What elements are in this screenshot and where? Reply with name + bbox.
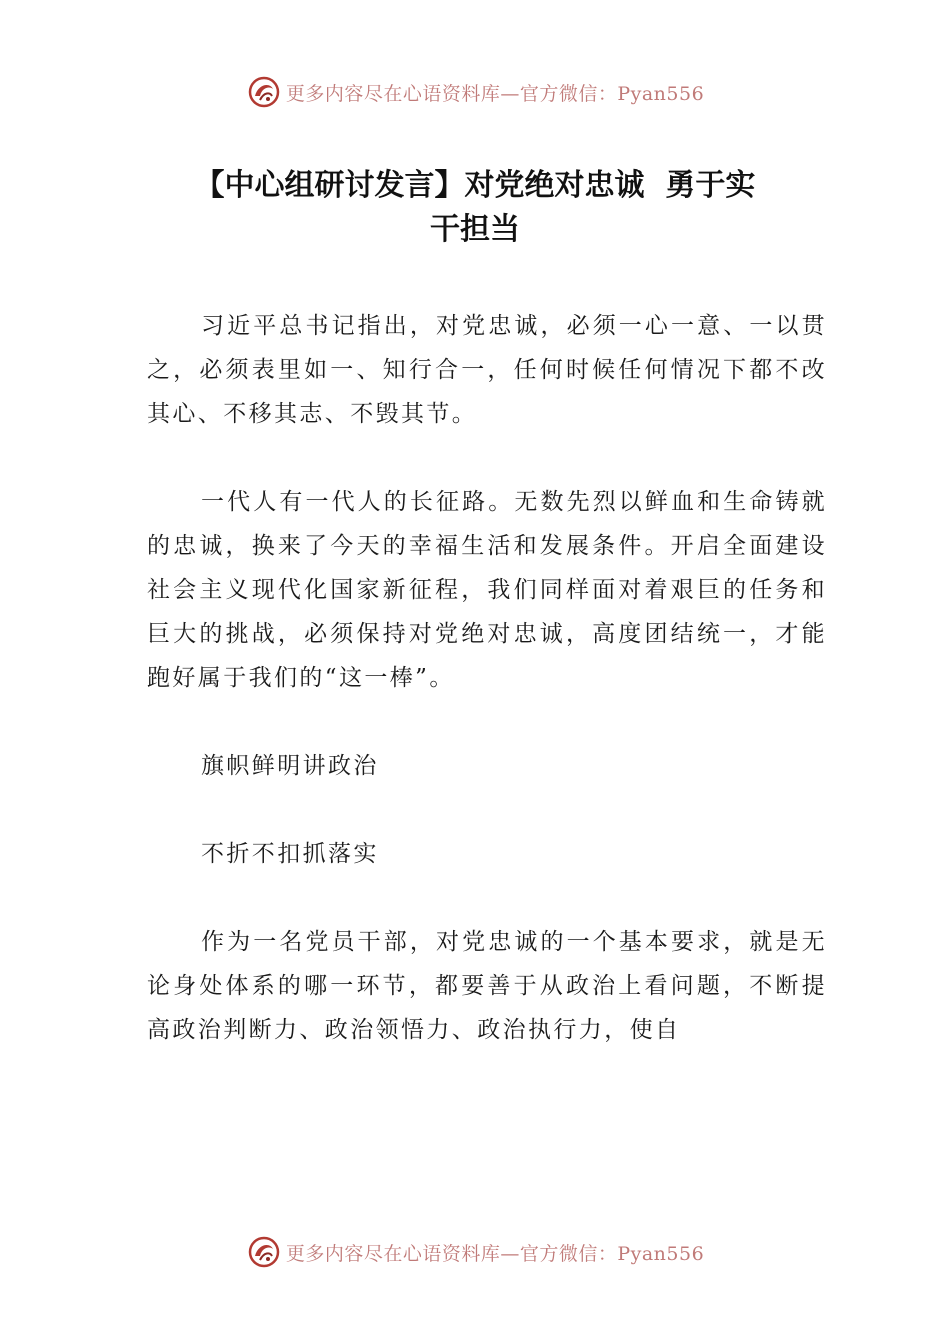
footer-banner	[0, 1232, 950, 1272]
paragraph-3: 作为一名党员干部，对党忠诚的一个基本要求，就是无论身处体系的哪一环节，都要善于从政治上看问题，不断提高政治判断力、政治领悟力、政治执行力，使自	[147, 929, 827, 1043]
title-line-2: 干担当	[430, 212, 520, 247]
document-title	[140, 164, 810, 252]
red-swirl-logo-icon	[246, 74, 282, 110]
section-heading-2: 不折不扣抓落实	[201, 841, 379, 867]
footer-banner-text: 更多内容尽在心语资料库—官方微信：Pyan556	[285, 1242, 705, 1265]
section-heading-1: 旗帜鲜明讲政治	[201, 753, 379, 779]
document-body	[147, 304, 827, 1052]
paragraph-2: 一代人有一代人的长征路。无数先烈以鲜血和生命铸就的忠诚，换来了今天的幸福生活和发展条件。开启全面建设社会主义现代化国家新征程，我们同样面对着艰巨的任务和巨大的挑战，必须保持对党绝对忠诚，高度团结统一，才能跑好属于我们的“这一棒”。	[147, 489, 827, 691]
title-line-1: 【中心组研讨发言】对党绝对忠诚 勇于实	[194, 168, 756, 203]
header-banner-text: 更多内容尽在心语资料库—官方微信：Pyan556	[285, 82, 705, 105]
red-swirl-logo-icon	[246, 1234, 282, 1270]
paragraph-1: 习近平总书记指出，对党忠诚，必须一心一意、一以贯之，必须表里如一、知行合一，任何时候任何情况下都不改其心、不移其志、不毁其节。	[147, 313, 827, 427]
header-banner	[0, 72, 950, 112]
